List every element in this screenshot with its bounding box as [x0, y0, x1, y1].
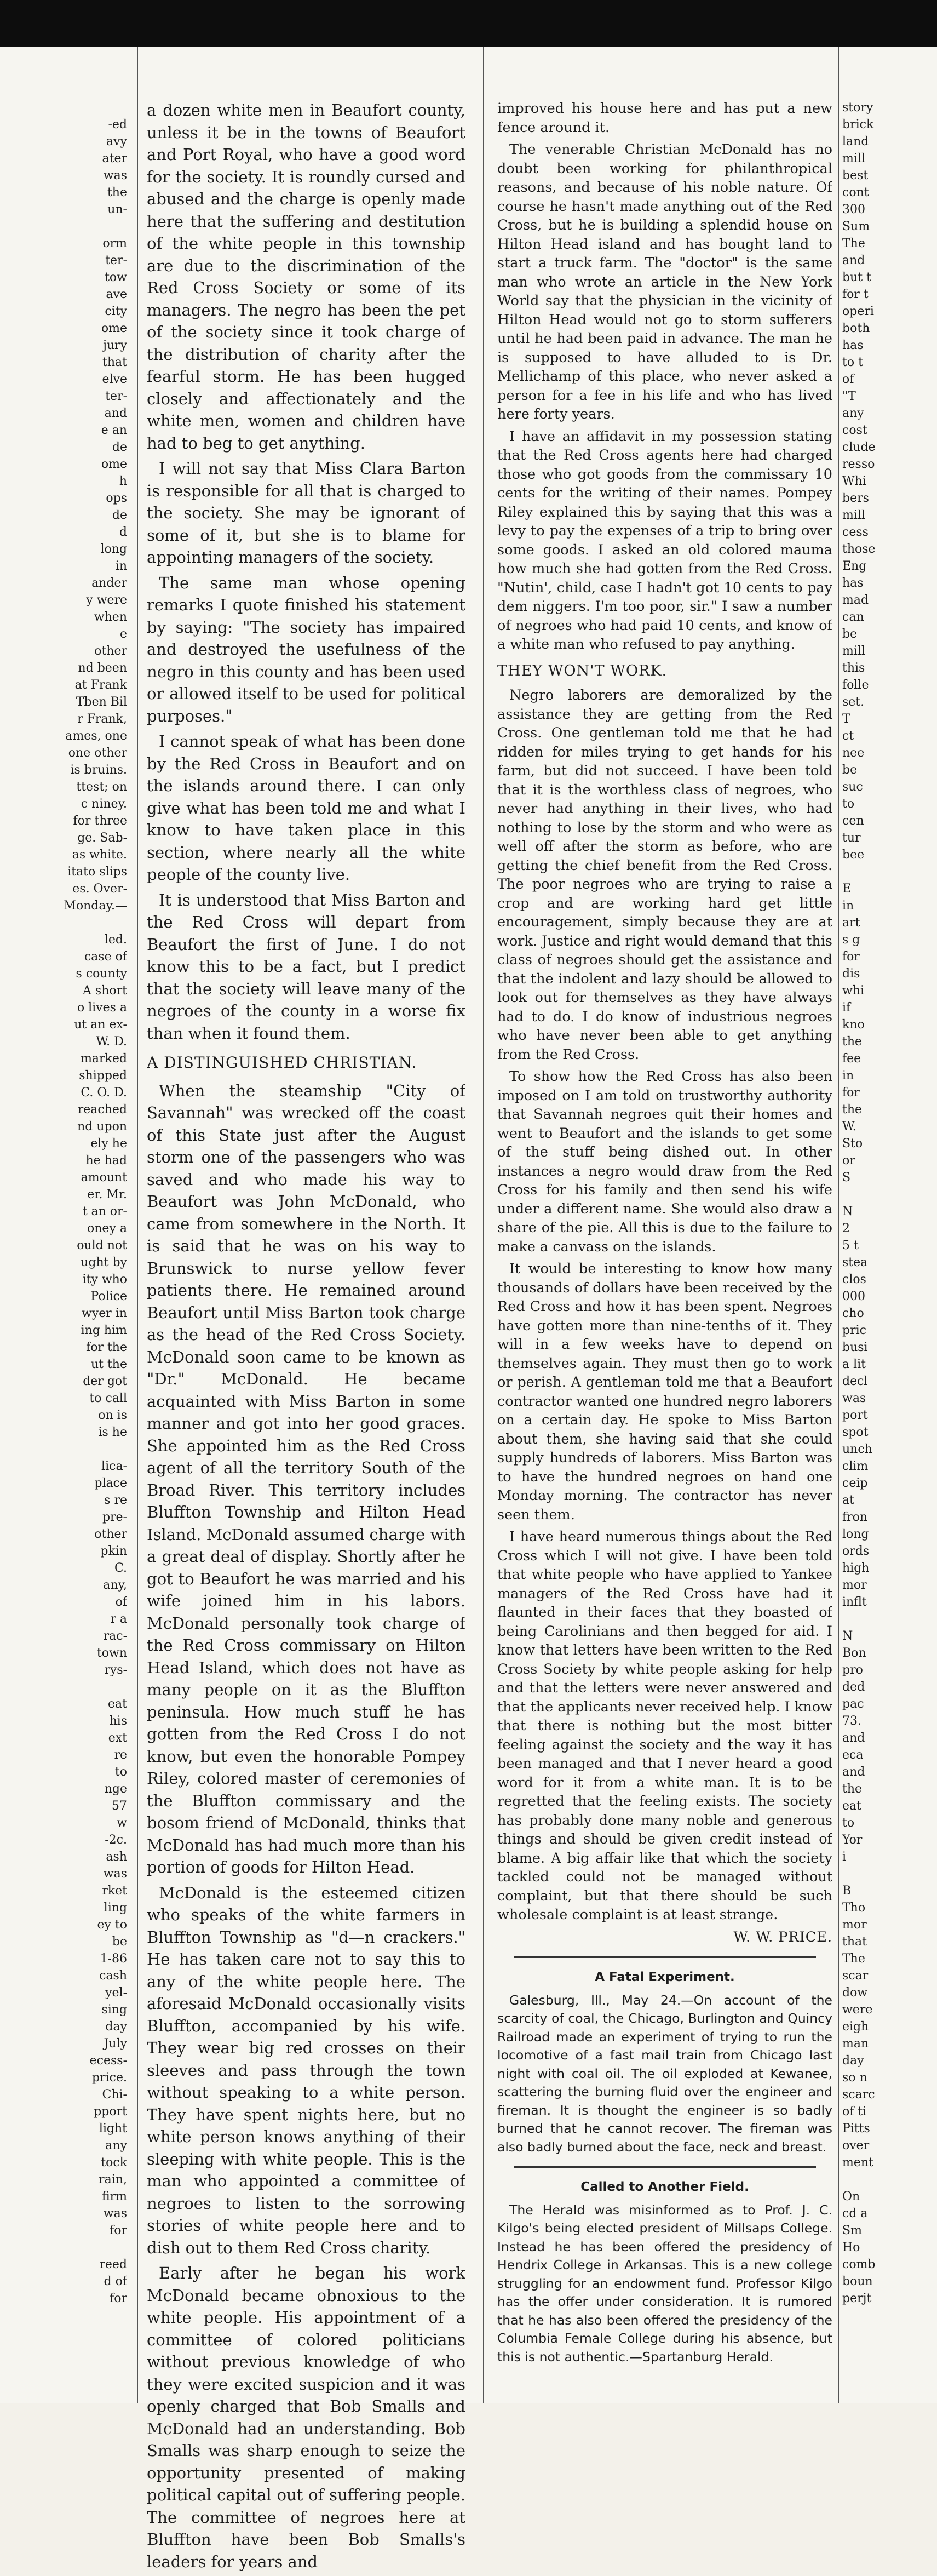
clipped-text-fragment: Sto	[842, 1137, 863, 1150]
clipped-text-fragment: price.	[92, 2071, 127, 2085]
clipped-text-fragment: marked	[81, 1052, 127, 1066]
clipped-text-fragment: over	[842, 2139, 870, 2153]
clipped-text-fragment: one other	[68, 746, 127, 760]
clipped-text-fragment: ttest; on	[76, 780, 127, 794]
clipped-text-fragment: art	[842, 916, 860, 930]
clipped-text-fragment: mor	[842, 1578, 867, 1592]
clipped-text-fragment: of	[842, 373, 854, 386]
clipped-text-fragment: 1-86	[100, 1952, 127, 1966]
clipped-text-fragment: cess	[842, 525, 869, 539]
article-paragraph: Early after he began his work McDonald became obnoxious to the white people. His appointment of a committee of colored politicians without previous knowledge of who they were excited suspicion and it was openly charged that Bob Smalls and McDonald had an understanding. Bob Smalls was sharp enough to seize the opportunity presented of making political capital out of suffering people. The committee of negroes here at Bluffton have been Bob Smalls's leaders for years and	[147, 2264, 465, 2571]
clipped-text-fragment: mill	[842, 644, 865, 658]
clipped-text-fragment: scarc	[842, 2088, 875, 2102]
article-paragraph: Negro laborers are demoralized by the assistance they are getting from the Red Cross. One gentleman told me that he had ridden for miles trying to get hands for his farm, but did not succeed. I have been told that it is the worthless class of negroes, who never had anything in their lives, who had nothing to lose by the storm and who were as well off after the storm as before, who are getting the chief benefit from the Red Cross. The poor negroes who are trying to raise a crop and are working hard get little encouragement, simply because they are at work. Justice and right would demand that this class of negroes should get the assistance and that the indolent and lazy should be allowed to look out for themselves as they have always had to do. I do know of industrious negroes who have never been able to get anything from the Red Cross.	[497, 687, 832, 1063]
clipped-text-fragment: so n	[842, 2071, 867, 2085]
clipped-text-fragment	[842, 1611, 937, 1628]
clipped-text-fragment: r Frank,	[77, 712, 127, 726]
clipped-text-fragment: cont	[842, 186, 869, 199]
clipped-text-fragment: story	[842, 101, 873, 115]
clipped-text-fragment: of ti	[842, 2105, 867, 2119]
clipped-text-fragment: land	[842, 135, 869, 148]
column-rule	[137, 47, 138, 2403]
clipped-text-fragment: is he	[98, 1426, 127, 1439]
clipped-text-fragment: other	[94, 1527, 127, 1541]
clipped-text-fragment: ter-	[105, 254, 127, 267]
clipped-text-fragment: and	[104, 407, 127, 420]
clipped-text-fragment: rket	[102, 1884, 127, 1898]
clipped-text-fragment: e an	[101, 423, 127, 437]
clipped-text-fragment: W.	[842, 1120, 856, 1134]
clipped-text-fragment: long	[100, 542, 127, 556]
clipped-text-fragment: ome	[101, 322, 127, 335]
clipped-text-fragment: any	[842, 407, 864, 420]
clipped-text-fragment: at	[842, 1493, 854, 1507]
clipped-text-fragment: wyer in	[82, 1307, 127, 1320]
section-divider	[514, 2166, 816, 2168]
clipped-text-fragment: clude	[842, 440, 876, 454]
clipped-text-fragment	[842, 2171, 937, 2188]
right-clipped-column	[842, 99, 937, 2307]
clipped-text-fragment: to call	[89, 1392, 127, 1405]
clipped-text-fragment: pric	[842, 1324, 866, 1337]
clipped-text-fragment: and	[842, 1731, 865, 1745]
clipped-text-fragment: eat	[108, 1697, 127, 1711]
article-paragraph: I have an affidavit in my possession stating that the Red Cross agents here had charged those who got goods from the commissary 10 cents for the writing of their names. Pompey Riley explained this by saying that this was a levy to pay the expenses of a trip to bring over some goods. I asked an old colored mauma how much she had gotten from the Red Cross. "Nutin', child, case I hadn't got 10 cents to pay dem niggers. I'm too poor, sir." I saw a number of negroes who had paid 10 cents, and know of a white man who refused to pay anything.	[497, 428, 832, 652]
clipped-text-fragment: ops	[106, 491, 127, 505]
clipped-text-fragment: those	[842, 542, 876, 556]
clipped-text-fragment: N	[842, 1629, 853, 1643]
clipped-text-fragment: operi	[842, 305, 874, 318]
clipped-text-fragment: der got	[83, 1375, 127, 1388]
clipped-text-fragment: pkin	[100, 1544, 127, 1558]
clipped-text-fragment: elve	[102, 373, 127, 386]
clipped-text-fragment: was	[842, 1392, 866, 1405]
clipped-text-fragment: clim	[842, 1459, 869, 1473]
clipped-text-fragment: ords	[842, 1544, 870, 1558]
clipped-text-fragment: mad	[842, 593, 869, 607]
clipped-text-fragment: but t	[842, 271, 871, 284]
clipped-text-fragment: nee	[842, 746, 865, 760]
clipped-text-fragment: W. D.	[96, 1035, 127, 1049]
clipped-text-fragment: tock	[101, 2156, 127, 2169]
clipped-text-fragment: brick	[842, 118, 874, 131]
clipped-text-fragment: Chi-	[102, 2088, 127, 2102]
clipped-text-fragment: rain,	[99, 2173, 127, 2186]
clipped-text-fragment: in	[842, 1069, 854, 1083]
clipped-text-fragment: d	[119, 525, 127, 539]
clipped-text-fragment: any,	[103, 1578, 127, 1592]
clipped-text-fragment: nd upon	[77, 1120, 127, 1134]
clipped-text-fragment	[0, 218, 127, 235]
section-divider	[514, 1956, 816, 1958]
clipped-text-fragment: Tben Bil	[76, 695, 127, 709]
article-paragraph: It would be interesting to know how many thousands of dollars have been received by the Red Cross and how it has been spent. Negroes have gotten more than nine-tenths of it. They will in a few weeks have to depend on themselves again. They must then go to work or perish. A gentleman told me that a Beaufort contractor wanted one hundred negro laborers on a certain day. He spoke to Miss Barton about them, she having said that she could supply hundreds of laborers. Miss Barton was to have the hundred negroes on hand one Monday morning. The contractor has never seen them.	[497, 1261, 832, 1523]
clipped-text-fragment: ct	[842, 729, 854, 743]
news-item-title: Called to Another Field.	[580, 2180, 749, 2194]
scan-top-border	[0, 0, 937, 47]
clipped-text-fragment: eat	[842, 1799, 861, 1813]
clipped-text-fragment: any	[105, 2139, 127, 2153]
clipped-text-fragment: s county	[76, 967, 127, 981]
clipped-text-fragment: The	[842, 1952, 865, 1966]
clipped-text-fragment: un-	[107, 203, 127, 216]
clipped-text-fragment: 57	[112, 1799, 127, 1813]
clipped-text-fragment: and	[842, 1765, 865, 1779]
clipped-text-fragment: at Frank	[74, 678, 127, 692]
clipped-text-fragment: orm	[102, 237, 127, 250]
clipped-text-fragment: spot	[842, 1426, 869, 1439]
clipped-text-fragment: clos	[842, 1273, 866, 1286]
clipped-text-fragment: for t	[842, 288, 869, 301]
clipped-text-fragment: Whi	[842, 474, 866, 488]
clipped-text-fragment: i	[842, 1850, 847, 1864]
clipped-text-fragment: can	[842, 610, 864, 624]
clipped-text-fragment: the	[842, 1035, 863, 1049]
clipped-text-fragment	[0, 1679, 127, 1696]
clipped-text-fragment: to	[842, 797, 855, 811]
clipped-text-fragment: was	[103, 169, 127, 182]
clipped-text-fragment: city	[105, 305, 127, 318]
clipped-text-fragment: reached	[77, 1103, 127, 1117]
clipped-text-fragment: to t	[842, 356, 863, 369]
clipped-text-fragment: t an or-	[82, 1205, 127, 1218]
clipped-text-fragment: inflt	[842, 1595, 867, 1609]
clipped-text-fragment: pac	[842, 1697, 864, 1711]
clipped-text-fragment: scar	[842, 1969, 869, 1983]
clipped-text-fragment: dow	[842, 1986, 868, 2000]
clipped-text-fragment: r a	[110, 1612, 127, 1626]
newspaper-page	[0, 47, 937, 2571]
clipped-text-fragment: s re	[104, 1493, 127, 1507]
clipped-text-fragment: if	[842, 1001, 851, 1015]
clipped-text-fragment: d of	[104, 2275, 127, 2288]
clipped-text-fragment: ome	[101, 457, 127, 471]
clipped-text-fragment: h	[119, 474, 127, 488]
clipped-text-fragment: set.	[842, 695, 865, 709]
clipped-text-fragment: man	[842, 2037, 869, 2051]
clipped-text-fragment: decl	[842, 1375, 868, 1388]
byline-signature: W. W. PRICE.	[733, 1928, 832, 1945]
clipped-text-fragment: for three	[73, 814, 127, 828]
clipped-text-fragment: for	[110, 2292, 127, 2305]
clipped-text-fragment: of	[115, 1595, 127, 1609]
clipped-text-fragment: his	[109, 1714, 127, 1728]
clipped-text-fragment: led.	[104, 933, 127, 947]
clipped-text-fragment: Sm	[842, 2224, 862, 2237]
clipped-text-fragment: lica-	[101, 1459, 127, 1473]
clipped-text-fragment: port	[842, 1409, 868, 1422]
clipped-text-fragment: and	[842, 254, 865, 267]
clipped-text-fragment: be	[842, 763, 858, 777]
clipped-text-fragment: for	[110, 2224, 127, 2237]
clipped-text-fragment: ey to	[97, 1918, 127, 1932]
clipped-text-fragment: stea	[842, 1256, 868, 1269]
clipped-text-fragment: 300	[842, 203, 865, 216]
clipped-text-fragment: ught by	[81, 1256, 127, 1269]
clipped-text-fragment: dis	[842, 967, 860, 981]
clipped-text-fragment: w	[117, 1816, 127, 1830]
clipped-text-fragment: ded	[842, 1680, 865, 1694]
clipped-text-fragment: amount	[81, 1171, 127, 1184]
clipped-text-fragment: yel-	[105, 1986, 127, 2000]
clipped-text-fragment: nd been	[78, 661, 127, 675]
clipped-text-fragment	[842, 863, 937, 880]
clipped-text-fragment: to	[842, 1816, 855, 1830]
clipped-text-fragment: Eng	[842, 559, 867, 573]
clipped-text-fragment: was	[103, 2207, 127, 2220]
news-item-text: The Herald was misinformed as to Prof. J. C. Kilgo's being elected president of Millsaps College. Instead he has been offered the presidency of Hendrix College in Arkansas. This is a new college struggling for an endowment fund. Professor Kilgo has the offer under consideration. It is rumored that he has also been offered the presidency of the Columbia Female College during his absence, but this is not authentic.—Spartanburg Herald.	[497, 2202, 832, 2365]
clipped-text-fragment: suc	[842, 780, 863, 794]
article-paragraph: It is understood that Miss Barton and the Red Cross will depart from Beaufort the first of June. I do not know this to be a fact, but I predict that the society will leave many of the negroes of the county in a worse fix than when it found them.	[147, 890, 465, 1043]
clipped-text-fragment: o lives a	[77, 1001, 127, 1015]
clipped-text-fragment: ity who	[82, 1273, 127, 1286]
clipped-text-fragment: avy	[106, 135, 127, 148]
clipped-text-fragment: es. Over-	[72, 882, 127, 896]
clipped-text-fragment: perjt	[842, 2292, 872, 2305]
clipped-text-fragment: er. Mr.	[87, 1188, 127, 1201]
clipped-text-fragment: nge	[104, 1782, 127, 1796]
clipped-text-fragment: light	[99, 2122, 127, 2136]
clipped-text-fragment: de	[112, 508, 127, 522]
article-paragraph: When the steamship "City of Savannah" was wrecked off the coast of this State just after the August storm one of the passengers who was saved and who made his way to Beaufort was John McDonald, who came from somewhere in the North. It is said that he was on his way to Brunswick to nurse yellow fever patients there. He remained around Beaufort until Miss Barton took charge as the head of the Red Cross Society. McDonald soon came to be known as "Dr." McDonald. He became acquainted with Miss Barton in some manner and got into her good graces. She appointed him as the Red Cross agent of all the territory South of the Broad River. This territory includes Bluffton Township and Hilton Head Island. McDonald assumed charge with a great deal of display. Shortly after he got to Beaufort he was married and his wife joined him in his labors. McDonald personally took charge of the Red Cross commissary on Hilton Head Island, which does not have as many people on it as the Bluffton peninsula. How much stuff he has gotten from the Red Cross I do not know, but even the honorable Pompey Riley, colored master of ceremonies of the Bluffton commissary and the bosom friend of McDonald, thinks that McDonald has had much more than his portion of goods for Hilton Head.	[147, 1081, 465, 1876]
clipped-text-fragment: tow	[105, 271, 127, 284]
clipped-text-fragment	[842, 1186, 937, 1203]
clipped-text-fragment: Tho	[842, 1901, 866, 1915]
clipped-text-fragment: y were	[86, 593, 127, 607]
right-article-column	[497, 99, 832, 2369]
clipped-text-fragment	[842, 1865, 937, 1882]
clipped-text-fragment: B	[842, 1884, 852, 1898]
clipped-text-fragment: in	[115, 559, 127, 573]
clipped-text-fragment: day	[842, 2054, 864, 2068]
subheadline: THEY WON'T WORK.	[497, 662, 668, 679]
clipped-text-fragment: ames, one	[65, 729, 127, 743]
clipped-text-fragment: unch	[842, 1442, 872, 1456]
clipped-text-fragment: for	[842, 950, 860, 964]
clipped-text-fragment: in	[842, 899, 854, 913]
clipped-text-fragment: case of	[84, 950, 127, 964]
clipped-text-fragment: reed	[99, 2258, 127, 2271]
article-paragraph: I have heard numerous things about the Red Cross which I will not give. I have been told that white people who have applied to Yankee managers of the Red Cross have had it flaunted in their faces that they boasted of being Carolinians and then begged for aid. I know that letters have been written to the Red Cross Society by white people asking for help and that the letters were never answered and that the applicants never received help. I know that there is nothing but the most bitter feeling against the society and the way it has been managed and that I never heard a good word for it from a white man. It is to be regretted that the feeling exists. The society has probably done many noble and generous things and should be given credit instead of blame. A big affair like that which the society tackled could not be managed without complaint, but that there should be such wholesale complaint is at least strange.	[497, 1529, 832, 1923]
clipped-text-fragment: comb	[842, 2258, 876, 2271]
article-paragraph: The venerable Christian McDonald has no doubt been working for philanthropical reasons, and because of his noble nature. Of course he hasn't made anything out of the Red Cross, but he is building a splendid house on Hilton Head island and has bought land to start a truck farm. The "doctor" is the same man who wrote an article in the New York World say that the physician in the vicinity of Hilton Head would not go to storm sufferers until he had been paid in advance. The man he is supposed to have alluded to is Dr. Mellichamp of this place, who never asked a person for a fee in his life and who has lived here forty years.	[497, 141, 832, 422]
clipped-text-fragment	[0, 914, 127, 931]
clipped-text-fragment: ling	[104, 1901, 127, 1915]
subheadline: A DISTINGUISHED CHRISTIAN.	[147, 1054, 417, 1072]
clipped-text-fragment: sing	[101, 2003, 127, 2017]
clipped-text-fragment: mor	[842, 1918, 867, 1932]
clipped-text-fragment: shipped	[79, 1069, 127, 1083]
clipped-text-fragment: Monday.—	[64, 899, 127, 913]
clipped-text-fragment: "T	[842, 390, 856, 403]
clipped-text-fragment: the	[107, 186, 127, 199]
clipped-text-fragment: boun	[842, 2275, 873, 2288]
article-paragraph: a dozen white men in Beaufort county, unless it be in the towns of Beaufort and Port Royal, who have a good word for the society. It is roundly cursed and abused and the charge is openly made here that the suffering and destitution of the white people in this township are due to the discrimination of the Red Cross Society or some of its managers. The negro has been the pet of the society since it took charge of the distribution of charity after the fearful storm. He has been hugged closely and affectionately and the white men, women and children have had to beg to get anything.	[147, 101, 465, 453]
clipped-text-fragment: other	[94, 644, 127, 658]
clipped-text-fragment: pro	[842, 1663, 863, 1677]
clipped-text-fragment: S	[842, 1171, 851, 1184]
clipped-text-fragment: the	[842, 1782, 863, 1796]
article-paragraph: I will not say that Miss Clara Barton is responsible for all that is charged to the society. She may be ignorant of some of it, but she is to blame for appointing managers of the society.	[147, 459, 465, 566]
clipped-text-fragment: ing him	[81, 1324, 127, 1337]
clipped-text-fragment: ecess-	[89, 2054, 127, 2068]
clipped-text-fragment: C.	[114, 1561, 127, 1575]
clipped-text-fragment: ceip	[842, 1476, 868, 1490]
clipped-text-fragment: he had	[85, 1154, 127, 1167]
clipped-text-fragment: ely he	[90, 1137, 127, 1150]
clipped-text-fragment: has	[842, 339, 864, 352]
clipped-text-fragment: firm	[101, 2190, 127, 2203]
clipped-text-fragment: ater	[102, 152, 127, 165]
clipped-text-fragment: is bruins.	[70, 763, 127, 777]
clipped-text-fragment: whi	[842, 984, 865, 998]
clipped-text-fragment: Ho	[842, 2241, 860, 2254]
clipped-text-fragment: s g	[842, 933, 860, 947]
clipped-text-fragment: cen	[842, 814, 864, 828]
clipped-text-fragment: folle	[842, 678, 869, 692]
clipped-text-fragment: itato slips	[67, 865, 127, 879]
clipped-text-fragment: day	[105, 2020, 127, 2034]
clipped-text-fragment: ave	[106, 288, 127, 301]
column-rule	[483, 47, 484, 2403]
clipped-text-fragment: rys-	[104, 1663, 127, 1677]
clipped-text-fragment: July	[104, 2037, 127, 2051]
clipped-text-fragment: be	[112, 1935, 127, 1949]
clipped-text-fragment: that	[102, 356, 127, 369]
clipped-text-fragment: ment	[842, 2156, 873, 2169]
clipped-text-fragment: Bon	[842, 1646, 866, 1660]
clipped-text-fragment: ut an ex-	[74, 1018, 127, 1032]
clipped-text-fragment: ext	[108, 1731, 127, 1745]
clipped-text-fragment: T	[842, 712, 850, 726]
clipped-text-fragment: cash	[99, 1969, 127, 1983]
left-clipped-column	[0, 99, 127, 2307]
clipped-text-fragment: 000	[842, 1290, 865, 1303]
clipped-text-fragment: re	[114, 1748, 127, 1762]
column-rule	[838, 47, 839, 2403]
clipped-text-fragment: long	[842, 1527, 869, 1541]
clipped-text-fragment: were	[842, 2003, 873, 2017]
clipped-text-fragment: a lit	[842, 1358, 866, 1371]
clipped-text-fragment: fee	[842, 1052, 861, 1066]
clipped-text-fragment: busi	[842, 1341, 868, 1354]
clipped-text-fragment: to	[114, 1765, 127, 1779]
clipped-text-fragment: when	[94, 610, 127, 624]
clipped-text-fragment: has	[842, 576, 864, 590]
clipped-text-fragment: that	[842, 1935, 867, 1949]
clipped-text-fragment: town	[96, 1646, 127, 1660]
clipped-text-fragment: on is	[98, 1409, 127, 1422]
clipped-text-fragment: for	[842, 1086, 860, 1100]
clipped-text-fragment: rac-	[103, 1629, 127, 1643]
clipped-text-fragment: as white.	[72, 848, 127, 862]
clipped-text-fragment: pre-	[102, 1510, 127, 1524]
clipped-text-fragment: mill	[842, 508, 865, 522]
clipped-text-fragment: mill	[842, 152, 865, 165]
clipped-text-fragment: eigh	[842, 2020, 869, 2034]
clipped-text-fragment: A short	[83, 984, 127, 998]
clipped-text-fragment: fron	[842, 1510, 868, 1524]
clipped-text-fragment: kno	[842, 1018, 865, 1032]
clipped-text-fragment: cho	[842, 1307, 864, 1320]
article-paragraph: To show how the Red Cross has also been imposed on I am told on trustworthy authority that Savannah negroes quit their homes and went to Beaufort and the islands to get some of the stuff being dished out. In other instances a negro would draw from the Red Cross for his family and then send his wife under a different name. She would also draw a share of the pie. All this is due to the failure to make a canvass on the islands.	[497, 1068, 832, 1255]
clipped-text-fragment: C. O. D.	[81, 1086, 127, 1100]
clipped-text-fragment: resso	[842, 457, 875, 471]
clipped-text-fragment: 73.	[842, 1714, 861, 1728]
clipped-text-fragment: Police	[90, 1290, 127, 1303]
clipped-text-fragment: or	[842, 1154, 855, 1167]
clipped-text-fragment: Pitts	[842, 2122, 870, 2136]
clipped-text-fragment: for the	[86, 1341, 127, 1354]
clipped-text-fragment: N	[842, 1205, 853, 1218]
clipped-text-fragment: -ed	[108, 118, 127, 131]
clipped-text-fragment: oney a	[87, 1222, 127, 1235]
clipped-text-fragment	[0, 2239, 127, 2256]
clipped-text-fragment: high	[842, 1561, 870, 1575]
clipped-text-fragment: On	[842, 2190, 860, 2203]
clipped-text-fragment: ge. Sab-	[77, 831, 127, 845]
clipped-text-fragment: best	[842, 169, 869, 182]
clipped-text-fragment: was	[103, 1867, 127, 1881]
clipped-text-fragment: -2c.	[105, 1833, 127, 1847]
clipped-text-fragment: e	[119, 627, 127, 641]
clipped-text-fragment: this	[842, 661, 865, 675]
news-item-title: A Fatal Experiment.	[595, 1970, 735, 1984]
article-paragraph: The same man whose opening remarks I quote finished his statement by saying: "The society has impaired and destroyed the usefulness of the negro in this county and has been used or allowed itself to be used for political purposes."	[147, 573, 465, 725]
news-item-text: Galesburg, Ill., May 24.—On account of the scarcity of coal, the Chicago, Burlington and Quincy Railroad made an experiment of trying to run the locomotive of a fast mail train from Chicago last night with coal oil. The oil exploded at Kewanee, scattering the burning fluid over the engineer and fireman. It is thought the engineer is so badly burned that he cannot recover. The fireman was also badly burned about the face, neck and breast.	[497, 1992, 832, 2155]
clipped-text-fragment: tur	[842, 831, 861, 845]
clipped-text-fragment: cost	[842, 423, 867, 437]
clipped-text-fragment: cd a	[842, 2207, 868, 2220]
clipped-text-fragment: 5 t	[842, 1239, 859, 1252]
clipped-text-fragment: Sum	[842, 220, 870, 233]
clipped-text-fragment: de	[112, 440, 127, 454]
clipped-text-fragment: bee	[842, 848, 865, 862]
clipped-text-fragment: ash	[106, 1850, 127, 1864]
clipped-text-fragment: eca	[842, 1748, 864, 1762]
article-paragraph: McDonald is the esteemed citizen who speaks of the white farmers in Bluffton Township as "d—n crackers." He has taken care not to say this to any of the white people here. The aforesaid McDonald occasionally visits Bluffton, accompanied by his wife. They wear big red crosses on their sleeves and pass through the town without speaking to a white person. They have spent nights here, but no white person knows anything of their sleeping with white people. This is the man who appointed a committee of negroes to listen to the sorrowing stories of white people here and to dish out to them Red Cross charity.	[147, 1883, 465, 2257]
clipped-text-fragment: ander	[91, 576, 127, 590]
clipped-text-fragment: The	[842, 237, 865, 250]
clipped-text-fragment: both	[842, 322, 870, 335]
clipped-text-fragment	[0, 1441, 127, 1458]
article-paragraph: improved his house here and has put a new fence around it.	[497, 100, 832, 136]
main-article-column	[147, 99, 465, 2576]
clipped-text-fragment: ter-	[105, 390, 127, 403]
clipped-text-fragment: jury	[103, 339, 127, 352]
clipped-text-fragment: c niney.	[81, 797, 127, 811]
clipped-text-fragment	[0, 99, 127, 116]
clipped-text-fragment: Yor	[842, 1833, 863, 1847]
clipped-text-fragment: ut the	[90, 1358, 127, 1371]
clipped-text-fragment: E	[842, 882, 852, 896]
clipped-text-fragment: bers	[842, 491, 869, 505]
article-paragraph: I cannot speak of what has been done by the Red Cross in Beaufort and on the islands around there. I can only give what has been told me and what I know to have taken place in this section, where nearly all the white people of the county live.	[147, 732, 465, 884]
clipped-text-fragment: place	[94, 1476, 127, 1490]
clipped-text-fragment: 2	[842, 1222, 850, 1235]
clipped-text-fragment: the	[842, 1103, 863, 1117]
clipped-text-fragment: ould not	[77, 1239, 127, 1252]
clipped-text-fragment: be	[842, 627, 858, 641]
clipped-text-fragment: pport	[94, 2105, 127, 2119]
